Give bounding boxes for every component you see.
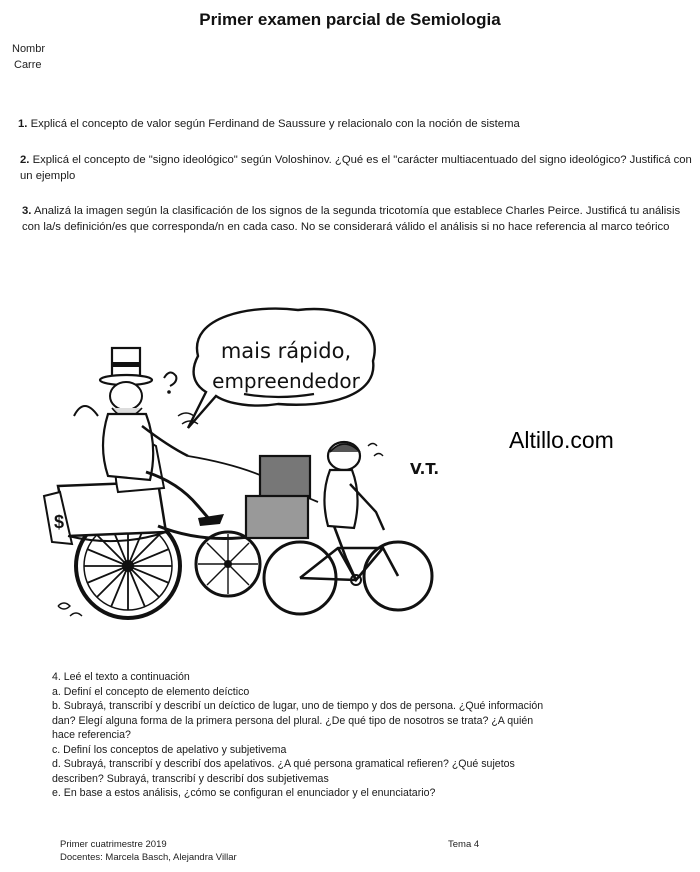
footer-teachers: Docentes: Marcela Basch, Alejandra Villar	[60, 852, 237, 863]
question-4	[52, 670, 692, 801]
question-number: 3.	[22, 205, 32, 217]
speech-bubble	[188, 309, 375, 428]
speech-line-2: empreendedor	[212, 369, 360, 393]
question-text: Analizá la imagen según la clasificación de los signos de la segunda tricotomía que establece Charles Peirce. Justificá tu análisis con la/s definición/es que corresponda/n en cada caso. No se considerará válido el análisis si no hace referencia al marco teórico	[22, 205, 681, 233]
q4-item-a: a. Definí el concepto de elemento deíctico	[52, 685, 250, 698]
carriage-body	[44, 436, 268, 544]
watermark: Altillo.com	[509, 427, 614, 453]
footer-left	[60, 838, 237, 864]
q4-item-b-cont: hace referencia?	[52, 729, 131, 741]
speech-line-1: mais rápido,	[220, 339, 352, 363]
question-4-intro: 4. Leé el texto a continuación	[52, 671, 190, 683]
delivery-rider	[246, 442, 384, 580]
question-text: Explicá el concepto de valor según Ferdinand de Saussure y relacionalo con la noción de sistema	[30, 118, 520, 130]
question-number: 1.	[18, 118, 28, 130]
q4-item-d: d. Subrayá, transcribí y describí dos apelativos. ¿A qué persona gramatical refieren? ¿Qué sujetos	[52, 758, 515, 770]
name-field-label: Nombr	[12, 43, 46, 55]
q4-item-b: b. Subrayá, transcribí y describí un deíctico de lugar, uno de tiempo y dos de persona. ¿Qué información	[52, 700, 544, 712]
artist-signature: V.T.	[410, 460, 440, 478]
question-mark-doodle	[164, 372, 176, 393]
question-text: Explicá el concepto de "signo ideológico" según Voloshinov. ¿Qué es el "carácter multiacentuado del signo ideológico? Justificá con un ejemplo	[20, 154, 692, 182]
exam-title: Primer examen parcial de Semiologia	[199, 10, 501, 29]
question-1	[18, 116, 678, 132]
carriage-wheel-small	[196, 532, 260, 596]
q4-item-e: e. En base a estos análisis, ¿cómo se configuran el enunciador y el enunciatario?	[52, 787, 436, 799]
cartoon-illustration	[38, 296, 448, 636]
question-number: 2.	[20, 154, 30, 166]
bicycle	[264, 542, 432, 614]
question-3	[22, 203, 694, 235]
footer-term: Primer cuatrimestre 2019	[60, 839, 167, 850]
career-field-label: Carre	[14, 59, 42, 71]
q4-item-b-cont: dan? Elegí alguna forma de la primera persona del plural. ¿De qué tipo de nosotros se trata? ¿A quién	[52, 714, 534, 727]
question-2	[20, 152, 692, 184]
footer-tema: Tema 4	[448, 839, 480, 850]
q4-item-c: c. Definí los conceptos de apelativo y subjetivema	[52, 743, 287, 756]
svg-text:$: $	[54, 512, 65, 532]
q4-item-d-cont: describen? Subrayá, transcribí y describí dos subjetivemas	[52, 772, 329, 785]
